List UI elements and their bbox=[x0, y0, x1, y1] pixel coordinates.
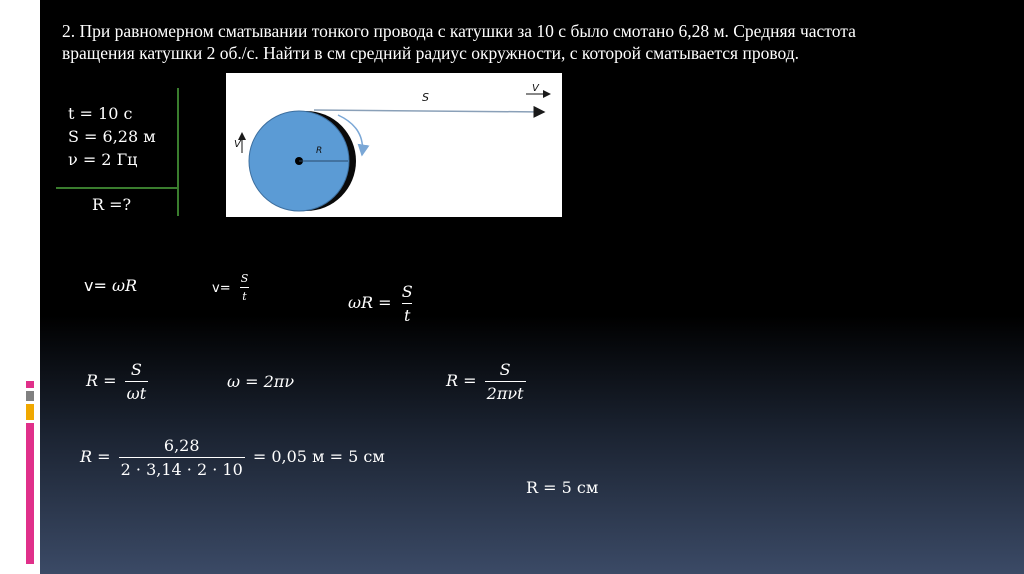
spool-diagram bbox=[226, 73, 562, 217]
given-S: S = 6,28 м bbox=[68, 127, 156, 146]
label-v-top: V bbox=[532, 83, 539, 94]
final-answer: R = 5 см bbox=[526, 478, 599, 497]
given-nu: ν = 2 Гц bbox=[68, 150, 138, 169]
formula-v-s-over-t: v= $\frac{S}{t}$ bbox=[212, 272, 249, 303]
formula-omega-eq-2-pi-nu: ω = 2πν bbox=[227, 372, 295, 391]
formula-r-eq-s-over-omega-t: R = $\frac{S}{\omega t}$ bbox=[86, 360, 147, 403]
given-divider-vertical bbox=[177, 88, 179, 216]
find-R: R =? bbox=[92, 195, 132, 214]
label-S: S bbox=[422, 91, 429, 104]
problem-line-2: вращения катушки 2 об./с. Найти в см средний радиус окружности, с которой сматывается провод. bbox=[62, 43, 800, 63]
label-R: R bbox=[316, 146, 323, 156]
label-v-left: V bbox=[234, 139, 241, 150]
given-t: t = 10 с bbox=[68, 104, 133, 123]
formula-numeric-calculation: R = $\frac{6,28}{2 \cdot 3,14 \cdot 2 \cdot 10}$ = 0,05 м = 5 см bbox=[80, 436, 385, 479]
formula-omega-r-eq-s-over-t: ωR = $\frac{S}{t}$ bbox=[348, 282, 413, 325]
given-divider-horizontal bbox=[56, 187, 178, 189]
formula-r-eq-s-over-2-pi-nu-t: R = $\frac{S}{\text{2πνt}}$ bbox=[446, 360, 524, 403]
formula-v-omega-r: v= ωR bbox=[84, 276, 138, 295]
problem-line-1: 2. При равномерном сматывании тонкого провода с катушки за 10 с было смотано 6,28 м. Средняя частота bbox=[62, 21, 856, 41]
problem-statement bbox=[62, 20, 962, 64]
